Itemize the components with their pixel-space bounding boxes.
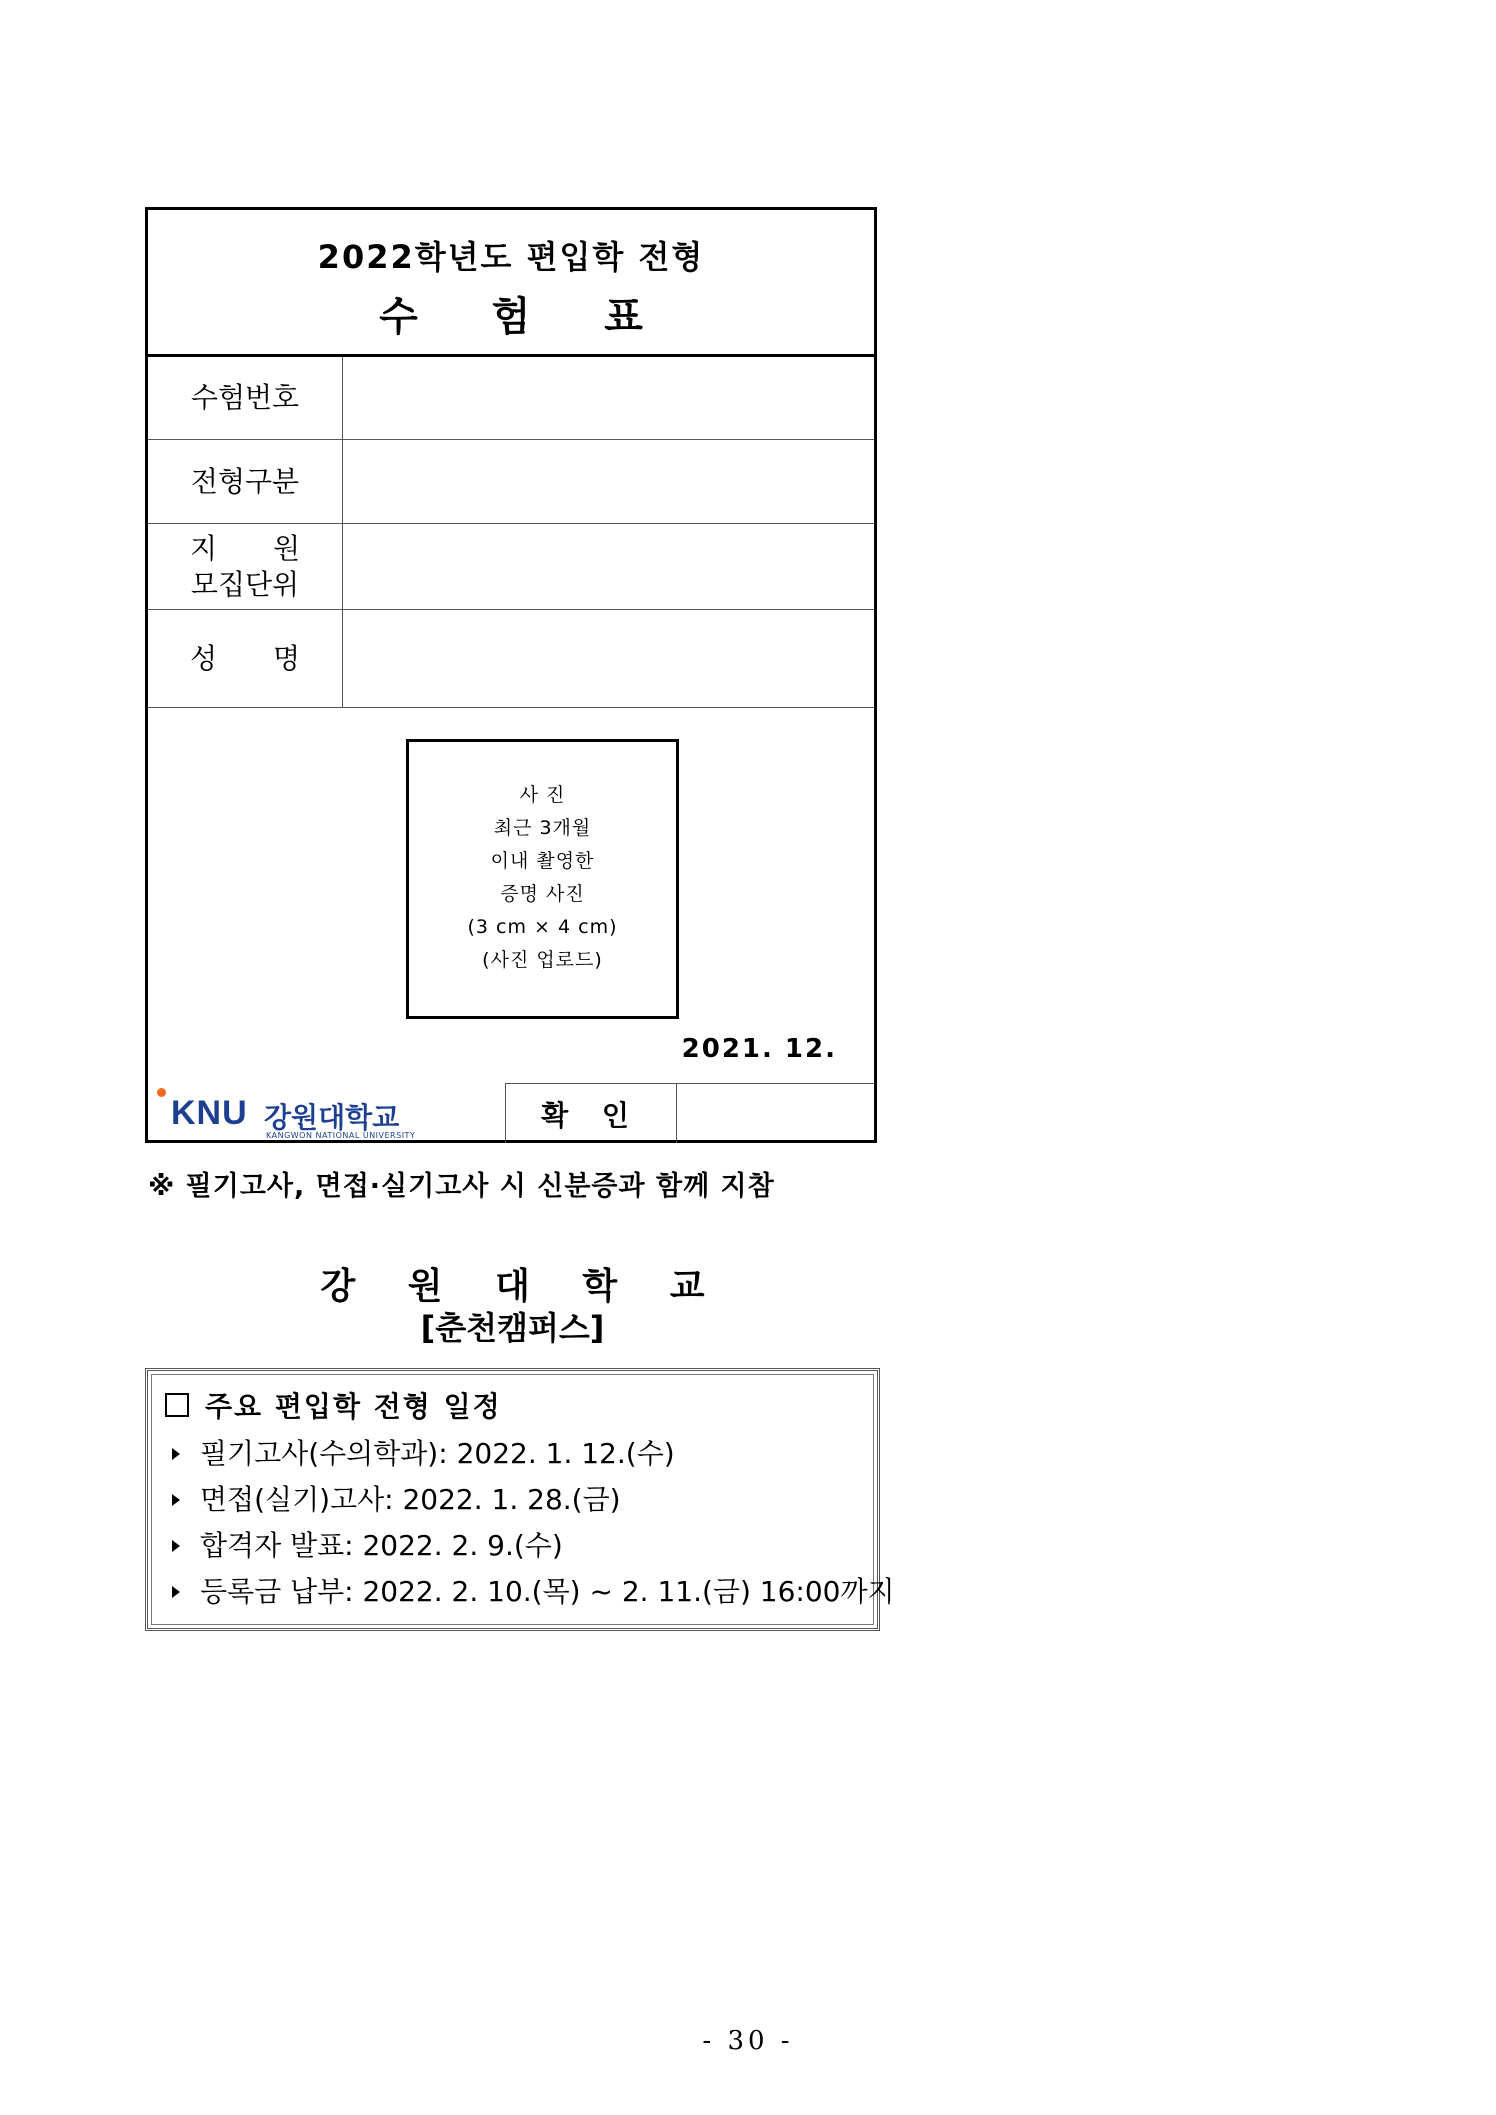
photo-line-5: (3 cm × 4 cm) [467,916,618,938]
schedule-item [172,1477,895,1523]
checkbox-icon [165,1393,189,1417]
logo-name: 강원대학교 [264,1101,400,1134]
logo-abbr: KNU [171,1094,248,1132]
confirm-stamp-box[interactable] [677,1083,874,1143]
id-notice: ※ 필기고사, 면접·실기고사 시 신분증과 함께 지참 [148,1171,775,1202]
bullet-triangle-icon [172,1448,180,1460]
schedule-item [172,1523,895,1569]
schedule-item [172,1431,895,1477]
admission-type-label: 전형구분 [148,440,343,523]
page-number: - 30 - [702,2026,794,2056]
department-label-line1 [190,531,300,567]
exam-number-value[interactable] [343,357,874,439]
campus-name: [춘천캠퍼스] [420,1309,605,1347]
schedule-title-text: 주요 편입학 전형 일정 [205,1390,502,1423]
photo-box[interactable] [406,739,679,1019]
schedule-item-text: 합격자 발표: 2022. 2. 9.(수) [200,1529,563,1562]
schedule-item-text: 필기고사(수의학과): 2022. 1. 12.(수) [200,1437,675,1470]
schedule-title [165,1385,502,1425]
exam-number-label: 수험번호 [148,357,343,439]
photo-line-3: 이내 촬영한 [490,850,595,872]
logo-dot-icon [157,1088,166,1097]
row-exam-number [148,357,874,440]
ticket-subtitle: 수 험 표 [379,294,673,340]
bullet-triangle-icon [172,1494,180,1506]
name-label [148,610,343,707]
row-name [148,610,874,708]
department-label-part-b: 원 [272,531,300,565]
name-label-part-a: 성 [190,641,218,675]
schedule-list [172,1431,895,1615]
row-admission-type [148,440,874,524]
issue-date: 2021. 12. [681,1034,837,1064]
department-value[interactable] [343,524,874,609]
admission-ticket [145,207,877,1143]
ticket-title: 2022학년도 편입학 전형 [317,238,705,276]
bullet-triangle-icon [172,1586,180,1598]
knu-logo [154,1088,419,1140]
row-department [148,524,874,610]
schedule-box [145,1368,895,1631]
schedule-item-text: 면접(실기)고사: 2022. 1. 28.(금) [200,1483,621,1516]
photo-line-2: 최근 3개월 [493,817,592,839]
name-label-part-b: 명 [272,641,300,675]
schedule-item-text: 등록금 납부: 2022. 2. 10.(목) ~ 2. 11.(금) 16:00까지 [200,1575,895,1608]
admission-type-value[interactable] [343,440,874,523]
department-label-part-a: 지 [190,531,218,565]
university-name: 강 원 대 학 교 [320,1266,725,1307]
department-label-line2: 모집단위 [190,567,300,601]
bullet-triangle-icon [172,1540,180,1552]
schedule-item [172,1569,895,1615]
confirm-label: 확 인 [505,1083,677,1143]
photo-line-4: 증명 사진 [500,883,585,905]
ticket-header [148,210,874,357]
name-value[interactable] [343,610,874,707]
photo-line-1: 사 진 [519,784,566,806]
photo-line-6: (사진 업로드) [482,949,603,971]
logo-english: KANGWON NATIONAL UNIVERSITY [266,1131,416,1140]
department-label [148,524,343,609]
